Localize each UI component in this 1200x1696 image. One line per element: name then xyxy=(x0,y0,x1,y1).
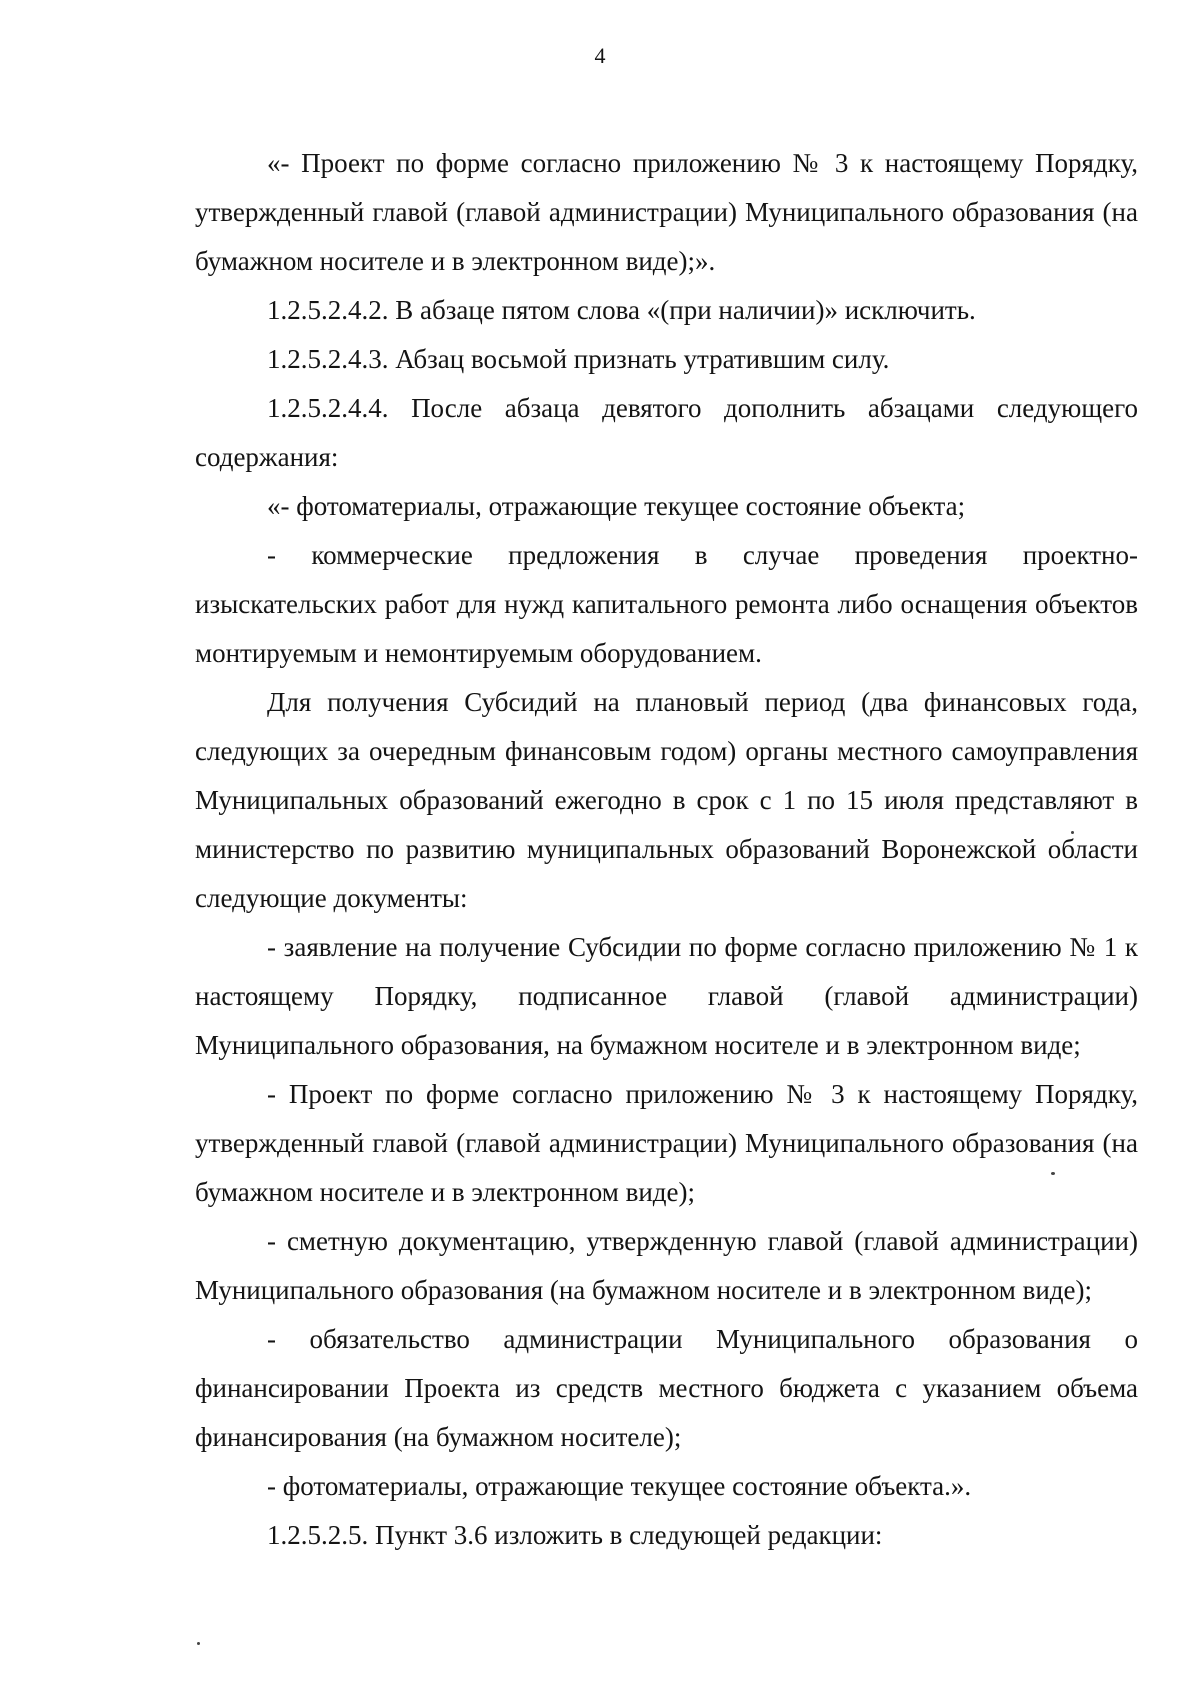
paragraph: 1.2.5.2.5. Пункт 3.6 изложить в следующей редакции: xyxy=(267,1520,883,1550)
paragraph: - Проект по форме согласно приложению № 3 к настоящему Порядку, утвержденный главой (главой администрации) Муниципального образования (на бумажном носителе и в электронном виде); xyxy=(195,1079,1138,1207)
scan-speck xyxy=(1071,831,1074,834)
page-number: 4 xyxy=(594,43,606,68)
scan-speck xyxy=(1051,1172,1055,1175)
paragraph: - фотоматериалы, отражающие текущее состояние объекта.». xyxy=(267,1471,972,1501)
paragraph: 1.2.5.2.4.3. Абзац восьмой признать утратившим силу. xyxy=(267,344,890,374)
scan-speck xyxy=(197,1642,200,1645)
paragraph: - сметную документацию, утвержденную главой (главой администрации) Муниципального образования (на бумажном носителе и в электронном виде); xyxy=(195,1226,1138,1305)
paragraph: 1.2.5.2.4.2. В абзаце пятом слова «(при наличии)» исключить. xyxy=(267,295,976,325)
paragraph: - обязательство администрации Муниципального образования о финансировании Проекта из средств местного бюджета с указанием объема финансирования (на бумажном носителе); xyxy=(195,1324,1138,1452)
paragraph: «- Проект по форме согласно приложению № 3 к настоящему Порядку, утвержденный главой (главой администрации) Муниципального образования (на бумажном носителе и в электронном виде);». xyxy=(195,148,1138,276)
paragraph: Для получения Субсидий на плановый период (два финансовых года, следующих за очередным финансовым годом) органы местного самоуправления Муниципальных образований ежегодно в срок с 1 по 15 июля представляют в министерство по развитию муниципальных образований Воронежской области следующие документы: xyxy=(195,687,1138,913)
paragraph: «- фотоматериалы, отражающие текущее состояние объекта; xyxy=(267,491,966,521)
paragraph: 1.2.5.2.4.4. После абзаца девятого дополнить абзацами следующего содержания: xyxy=(195,393,1138,472)
paragraph: - коммерческие предложения в случае проведения проектно-изыскательских работ для нужд капитального ремонта либо оснащения объектов монтируемым и немонтируемым оборудованием. xyxy=(195,540,1138,668)
paragraph: - заявление на получение Субсидии по форме согласно приложению № 1 к настоящему Порядку, подписанное главой (главой администрации) Муниципального образования, на бумажном носителе и в электронном виде; xyxy=(195,932,1138,1060)
document-body xyxy=(195,139,1138,1560)
